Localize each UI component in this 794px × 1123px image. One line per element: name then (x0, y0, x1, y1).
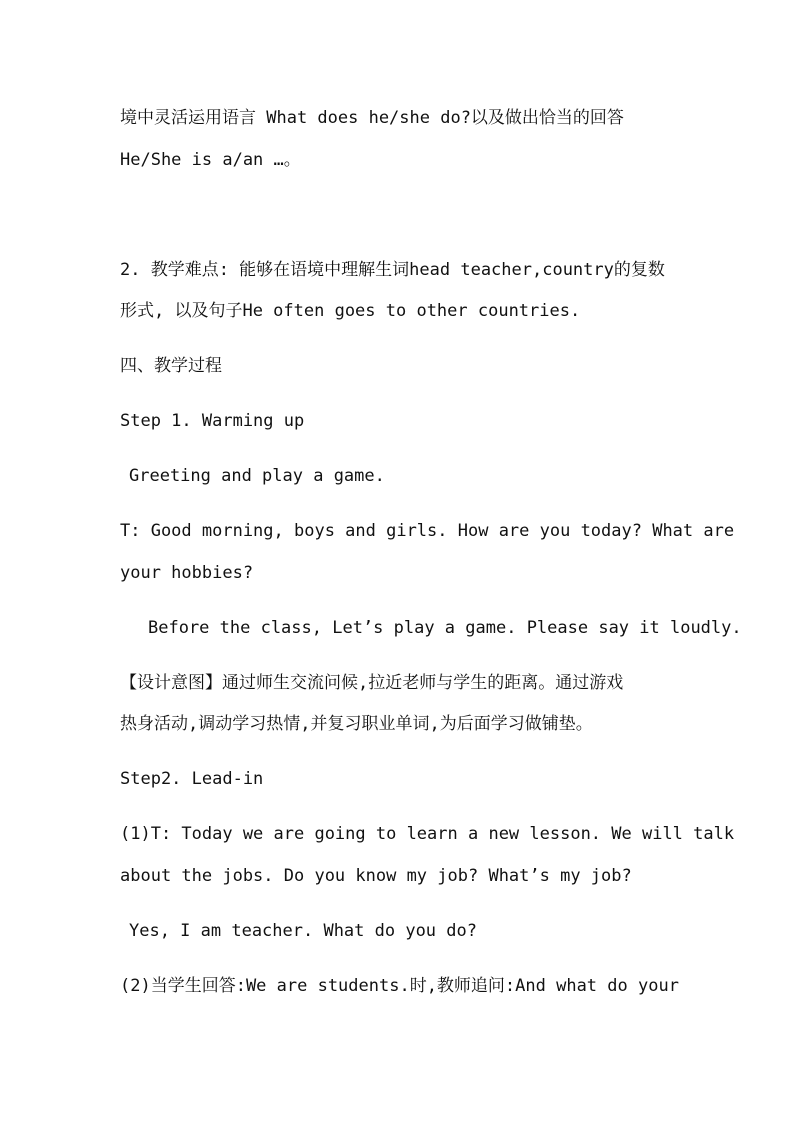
section-heading: 四、教学过程 (120, 356, 222, 376)
dialogue-line-1: T: Good morning, boys and girls. How are you today? What are (120, 521, 735, 541)
lead-in-line-4: (2)当学生回答:We are students.时,教师追问:And what do your (120, 976, 679, 996)
lead-in-line-2: about the jobs. Do you know my job? What’s my job? (120, 866, 632, 886)
lead-in-line-1: (1)T: Today we are going to learn a new lesson. We will talk (120, 824, 735, 844)
design-intent-line-2: 热身活动,调动学习热情,并复习职业单词,为后面学习做铺垫。 (120, 714, 593, 734)
paragraph-line-1: 境中灵活运用语言 What does he/she do?以及做出恰当的回答 (120, 108, 624, 128)
lead-in-line-3: Yes, I am teacher. What do you do? (129, 921, 477, 941)
dialogue-line-2: your hobbies? (120, 563, 254, 583)
step-1-heading: Step 1. Warming up (120, 411, 305, 431)
step-2-heading: Step2. Lead-in (120, 769, 264, 789)
design-intent-line-1: 【设计意图】通过师生交流问候,拉近老师与学生的距离。通过游戏 (120, 673, 624, 693)
difficulty-line-2: 形式, 以及句子He often goes to other countries. (120, 301, 581, 321)
difficulty-line-1: 2. 教学难点: 能够在语境中理解生词head teacher,country的复数 (120, 260, 665, 280)
dialogue-line-3: Before the class, Let’s play a game. Please say it loudly. (148, 618, 742, 638)
step-1-instruction: Greeting and play a game. (129, 466, 385, 486)
paragraph-line-2: He/She is a/an …。 (120, 150, 301, 170)
